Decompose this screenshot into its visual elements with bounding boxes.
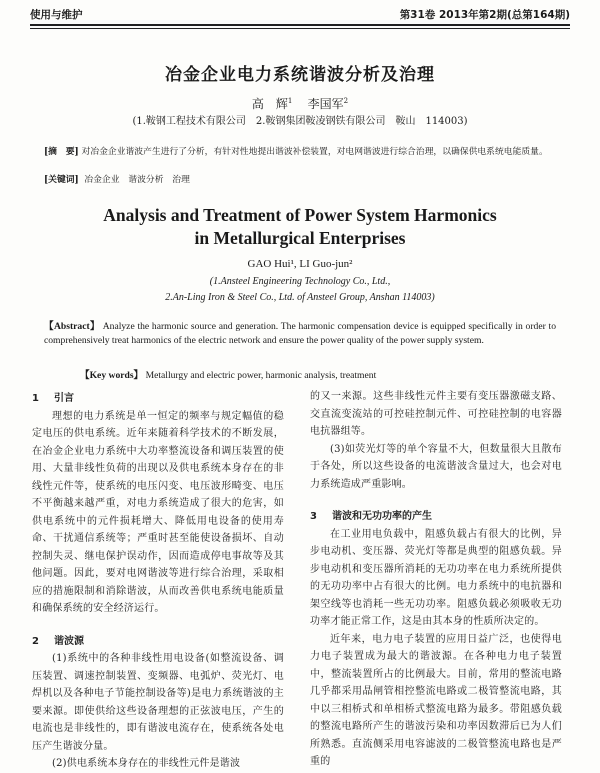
section-gap xyxy=(310,493,562,506)
cn-author-2-sup: 2 xyxy=(343,97,349,105)
section-heading-3 xyxy=(310,508,562,526)
cn-keywords-text: 冶金企业 谐波分析 治理 xyxy=(84,175,190,185)
running-header xyxy=(30,7,570,23)
en-title-line1: Analysis and Treatment of Power System Harmonics xyxy=(103,205,497,225)
cn-authors xyxy=(0,95,600,112)
header-rule-thin xyxy=(30,28,570,29)
cn-title: 冶金企业电力系统谐波分析及治理 xyxy=(165,65,435,85)
en-abstract xyxy=(44,320,556,347)
section-number-2: 2 xyxy=(32,635,39,647)
en-abstract-label: 【Abstract】 xyxy=(44,321,100,332)
paragraph-reactive-power-1: 在工业用电负载中，阻感负载占有很大的比例，异步电动机、变压器、荧光灯等都是典型的阻感负载。异步电动机和变压器所消耗的无功功率在电力系统所提供的无功功率中占有很大的比例。电力系统中的电抗器和架空线等也消耗一些无功功率。阻感负载必须吸收无功功率才能正常工作，这是由其本身的性质所决定的。 xyxy=(310,528,562,627)
section-title-2: 谐波源 xyxy=(54,635,84,647)
header-rule-thick xyxy=(30,24,570,26)
cn-author-2: 李国军 xyxy=(307,97,344,111)
paragraph-reactive-power-2: 近年来，电力电子装置的应用日益广泛，也使得电力电子装置成为最大的谐波源。在各种电力电子装置中，整流装置所占的比例最大。目前，常用的整流电路几乎都采用晶闸管相控整流电路或二极管整流电路，其中以三相桥式和单相桥式整流电路为最多。带阻感负载的整流电路所产生的谐波污染和功率因数滞后已为人们所熟悉。直流侧采用电容滤波的二极管整流电路也是严重的 xyxy=(310,633,562,767)
en-keywords xyxy=(80,367,556,381)
paragraph-intro: 理想的电力系统是单一恒定的频率与规定幅值的稳定电压的供电系统。近年来随着科学技术的不断发展，在冶金企业电力系统中大功率整流设备和调压装置的使用、大量非线性负荷的出现以及供电系统本身存在的非线性元件等，使系统的电压闪变、电压波形畸变、电压不平衡越来越严重，对电力系统造成了很大的危害，如供电系统中的元件损耗增大、降低用电设备的使用寿命、干扰通信系统等；严重时甚至能使设备损坏、自动控制失灵、继电保护误动作，因而造成停电事故等及其他问题。因此，要对电网谐波等进行综合治理，采取相应的措施限制和消除谐波，从而改善供电系统电能质量和确保系统的安全经济运行。 xyxy=(32,410,284,614)
en-keywords-label: 【Key words】 xyxy=(80,370,144,381)
cn-author-1-sup: 1 xyxy=(287,97,293,105)
paragraph-harmonic-source-2-cont: 的又一来源。这些非线性元件主要有变压器激磁支路、交直流变流站的可控硅控制元件、可控硅控制的电容器电抗器组等。 xyxy=(310,391,562,437)
body-column-left xyxy=(32,388,284,773)
en-title-line2: in Metallurgical Enterprises xyxy=(194,228,406,248)
cn-author-1: 高 辉 xyxy=(251,97,288,111)
header-section: 使用与维护 xyxy=(30,9,83,21)
section-number-3: 3 xyxy=(310,511,317,522)
section-gap xyxy=(32,618,284,631)
body-column-right xyxy=(310,388,562,771)
cn-affiliation: (1.鞍钢工程技术有限公司 2.鞍钢集团鞍凌钢铁有限公司 鞍山 114003) xyxy=(132,116,468,127)
paragraph-harmonic-source-1: (1)系统中的各种非线性用电设备(如整流设备、调压装置、调速控制装置、变频器、电弧炉、荧光灯、电焊机以及各种电子节能控制设备等)是电力系统谐波的主要来源。即使供给这些设备理想的正弦波电压，产生的电流也是非线性的，即有谐波电流存在，使系统各处电压产生谐波分量。 xyxy=(32,653,284,752)
section-title-1: 引言 xyxy=(54,393,74,404)
section-heading-1 xyxy=(32,390,284,408)
paragraph-harmonic-source-3: (3)如荧光灯等的单个容量不大，但数量很大且散布于各处，所以这些设备的电流谐波含量过大，也会对电力系统造成严重影响。 xyxy=(310,443,562,490)
en-affiliation-2: 2.An-Ling Iron & Steel Co., Ltd. of Ansteel Group, Anshan 114003) xyxy=(165,292,435,303)
cn-abstract xyxy=(44,146,556,159)
cn-abstract-label: [摘 要] xyxy=(44,147,79,157)
en-authors: GAO Hui¹, LI Guo-jun² xyxy=(247,258,353,270)
en-affiliation-1: (1.Ansteel Engineering Technology Co., Ltd., xyxy=(209,276,391,287)
en-title xyxy=(0,204,600,250)
en-abstract-text: Analyze the harmonic source and generation. The harmonic compensation device is equipped specifically in order to comprehensively treat harmonics of the electric network and ensure the power quality of the power supply system. xyxy=(44,321,557,346)
cn-keywords xyxy=(44,174,556,187)
cn-keywords-label: [关键词] xyxy=(44,175,79,185)
en-keywords-text: Metallurgy and electric power, harmonic analysis, treatment xyxy=(145,370,377,381)
header-issue: 第31卷 2013年第2期(总第164期) xyxy=(399,9,570,21)
section-title-3: 谐波和无功功率的产生 xyxy=(332,511,432,522)
section-heading-2 xyxy=(32,633,284,651)
section-number-1: 1 xyxy=(32,393,39,404)
cn-abstract-text: 对冶金企业谐波产生进行了分析，有针对性地提出谐波补偿装置，对电网谐波进行综合治理，以确保供电系统电能质量。 xyxy=(81,147,548,157)
paragraph-harmonic-source-2: (2)供电系统本身存在的非线性元件是谐波 xyxy=(52,758,241,769)
